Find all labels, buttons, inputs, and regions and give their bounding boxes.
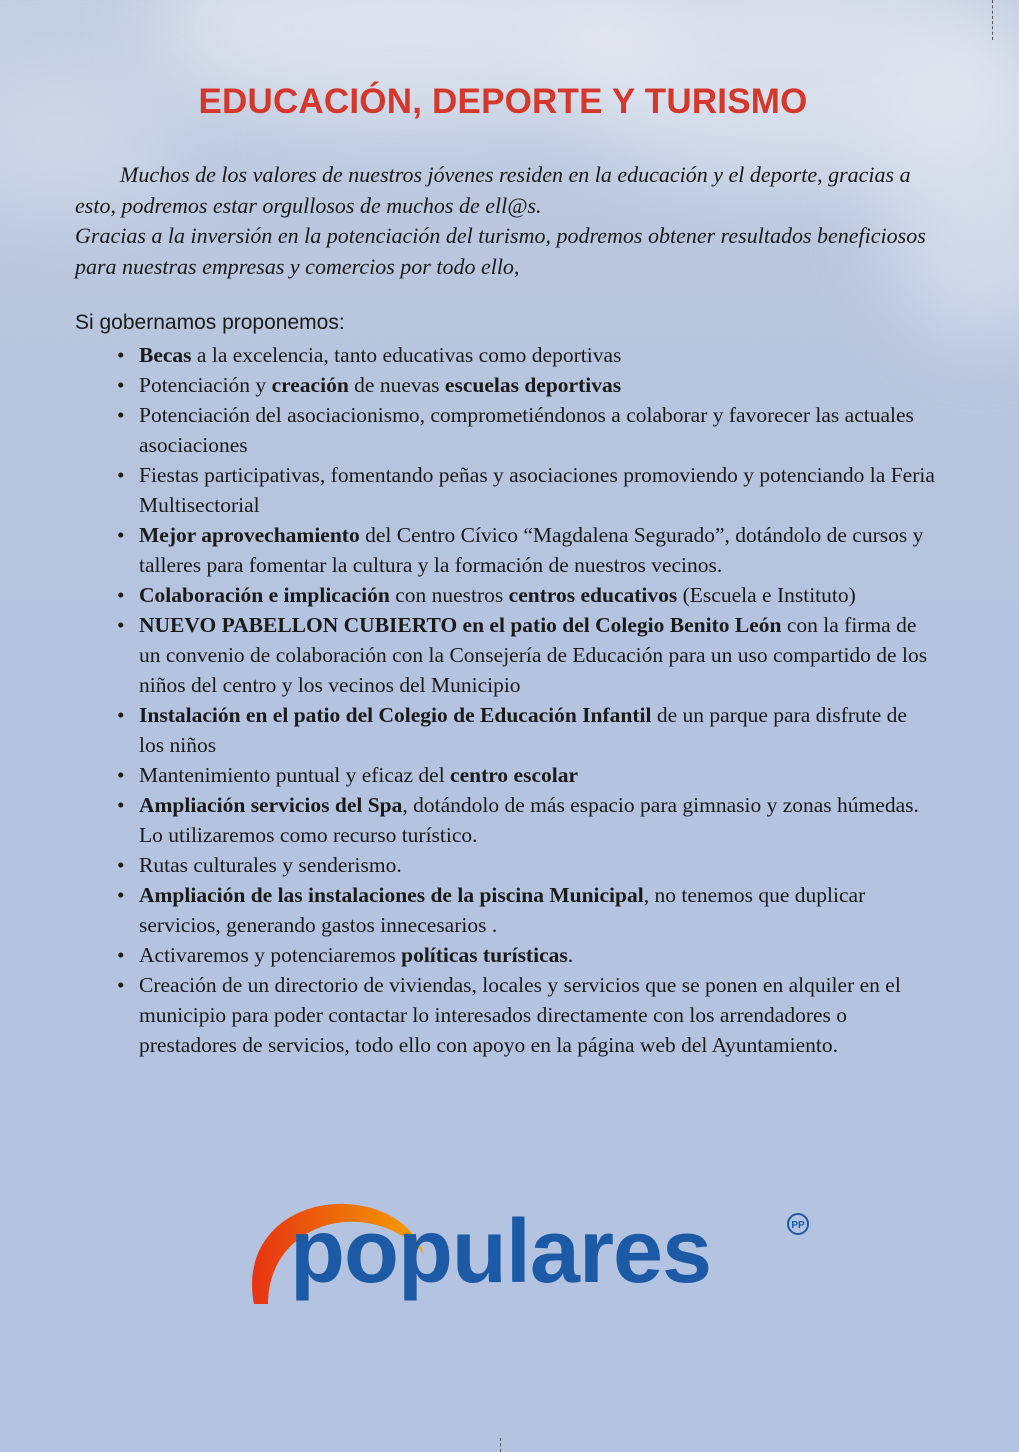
item-text: , dotándolo de más espacio para gimnasio y zonas húmedas. Lo utilizaremos como recurso turístico. — [139, 793, 919, 847]
bullet-icon: • — [117, 583, 125, 607]
bullet-icon: • — [117, 343, 125, 367]
bullet-icon: • — [117, 523, 125, 547]
item-text: , no tenemos que duplicar servicios, generando gastos innecesarios . — [139, 883, 866, 937]
bullet-icon: • — [117, 703, 125, 727]
bullet-icon: • — [117, 883, 125, 907]
bullet-icon: • — [117, 973, 125, 997]
bullet-icon: • — [117, 613, 125, 637]
item-text: de un parque para disfrute de los niños — [139, 703, 907, 757]
emphasis-text: Mejor aprovechamiento — [139, 523, 360, 547]
item-text: del Centro Cívico “Magdalena Segurado”, dotándolo de cursos y talleres para fomentar la cultura y la formación de nuestros vecinos. — [139, 523, 924, 577]
bullet-icon: • — [117, 463, 125, 487]
list-item — [117, 970, 937, 1060]
fold-mark — [992, 0, 993, 40]
item-text: a la excelencia, tanto educativas como deportivas — [191, 343, 622, 367]
emphasis-text: NUEVO PABELLON CUBIERTO en el patio del Colegio Benito León — [139, 613, 782, 637]
item-text: Rutas culturales y senderismo. — [139, 853, 402, 877]
emphasis-text: Ampliación servicios del Spa — [139, 793, 403, 817]
item-text: de nuevas — [348, 373, 445, 397]
emphasis-text: políticas turísticas — [401, 943, 568, 967]
item-text: Potenciación y — [139, 373, 272, 397]
emphasis-text: escuelas deportivas — [444, 373, 622, 397]
list-item — [117, 370, 937, 400]
bullet-icon: • — [117, 943, 125, 967]
emphasis-text: centro escolar — [450, 763, 578, 787]
list-item — [117, 940, 937, 970]
emphasis-text: Becas — [139, 343, 192, 367]
emphasis-text: Colaboración e implicación — [139, 583, 390, 607]
list-item — [117, 460, 937, 520]
proposals-list — [117, 340, 937, 1060]
item-text: . — [567, 943, 574, 967]
list-item — [117, 850, 937, 880]
list-item — [117, 790, 937, 850]
item-text: con nuestros — [389, 583, 509, 607]
emphasis-text: Ampliación de las instalaciones de la piscina Municipal — [139, 883, 644, 907]
bullet-icon: • — [117, 763, 125, 787]
bullet-icon: • — [117, 853, 125, 877]
list-item — [117, 520, 937, 580]
populares-logo — [238, 1196, 818, 1326]
proposals-heading: Si gobernamos proponemos: — [75, 311, 345, 334]
emphasis-text: creación — [271, 373, 349, 397]
list-item — [117, 400, 937, 460]
emphasis-text: Instalación en el patio del Colegio de Educación Infantil — [139, 703, 652, 727]
list-item — [117, 610, 937, 700]
list-item — [117, 580, 937, 610]
emphasis-text: centros educativos — [508, 583, 678, 607]
bullet-icon: • — [117, 373, 125, 397]
item-text: con la firma de un convenio de colaboración con la Consejería de Educación para un uso compartido de los niños del centro y los vecinos del Municipio — [139, 613, 928, 697]
item-text: Creación de un directorio de viviendas, locales y servicios que se ponen en alquiler en el municipio para poder contactar lo interesados directamente con los arrendadores o prestadores de servicios, todo ello con apoyo en la página web del Ayuntamiento. — [139, 973, 901, 1057]
item-text: Activaremos y potenciaremos — [139, 943, 402, 967]
list-item — [117, 760, 937, 790]
bullet-icon: • — [117, 403, 125, 427]
item-text: Fiestas participativas, fomentando peñas y asociaciones promoviendo y potenciando la Feria Multisectorial — [139, 463, 935, 517]
item-text: Potenciación del asociacionismo, comprometiéndonos a colaborar y favorecer las actuales asociaciones — [139, 403, 914, 457]
bullet-icon: • — [117, 793, 125, 817]
fold-mark — [500, 1438, 501, 1452]
logo-wordmark: populares — [290, 1202, 712, 1302]
intro-paragraph-2: Gracias a la inversión en la potenciación del turismo, podremos obtener resultados beneficiosos para nuestras empresas y comercios por todo ello, — [75, 223, 926, 279]
registered-badge-text: PP — [791, 1220, 805, 1231]
intro-paragraph-1: Muchos de los valores de nuestros jóvenes residen en la educación y el deporte, gracias a esto, podremos estar orgullosos de muchos de ell@s. — [75, 162, 911, 218]
list-item — [117, 340, 937, 370]
item-text: Mantenimiento puntual y eficaz del — [139, 763, 451, 787]
intro-text — [75, 160, 955, 282]
list-item — [117, 700, 937, 760]
page-title: EDUCACIÓN, DEPORTE Y TURISMO — [198, 82, 808, 121]
item-text: (Escuela e Instituto) — [677, 583, 856, 607]
list-item — [117, 880, 937, 940]
